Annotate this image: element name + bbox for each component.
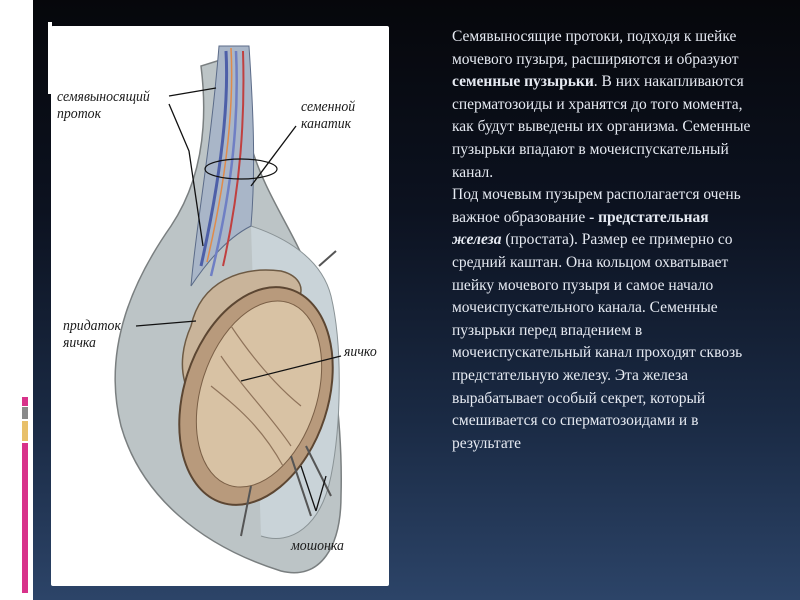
description-text — [452, 26, 752, 600]
paragraph-prostate — [452, 184, 752, 455]
label-epididymis: придаток яичка — [63, 318, 121, 351]
accent-bar-gold — [22, 421, 28, 441]
accent-bar-pink-top — [22, 397, 28, 406]
accent-bar-gray — [22, 407, 28, 419]
left-margin — [0, 0, 33, 600]
text-segment: Под мочевым пузырем располагается очень важное образование — [452, 186, 741, 226]
term-seminal-vesicles: семенные пузырьки — [452, 73, 594, 91]
text-segment: Семявыносящие протоки, подходя к шейке мочевого пузыря, расширяются и образуют — [452, 28, 739, 68]
term-gland: железа — [452, 231, 502, 249]
anatomy-figure — [51, 26, 389, 586]
text-segment: (простата). Размер ее примерно со средний каштан. Она кольцом охватывает шейку мочевого пузыря и самое начало мочеиспускательного канала. Семенные пузырьки перед впадением в мочеиспускательный канал проходят сквозь предстательную железу. Эта железа вырабатывает особый секрет, который смешивается со сперматозоидами и в результате — [452, 231, 743, 452]
paragraph-seminal-vesicles — [452, 26, 752, 184]
label-spermatic-cord: семенной канатик — [301, 99, 356, 132]
leader-spermatic-cord — [251, 126, 296, 186]
label-vas-deferens: семявыносящий проток — [57, 89, 150, 122]
label-scrotum: мошонка — [291, 538, 344, 554]
label-testis: яичко — [344, 344, 377, 360]
text-segment: . В них накапливаются сперматозоиды и хранятся до того момента, как будут выведены их организма. Семенные пузырьки впадают в мочеиспускательный канал. — [452, 73, 751, 181]
accent-bar-pink — [22, 443, 28, 593]
term-prostate: - предстательная — [589, 208, 709, 226]
